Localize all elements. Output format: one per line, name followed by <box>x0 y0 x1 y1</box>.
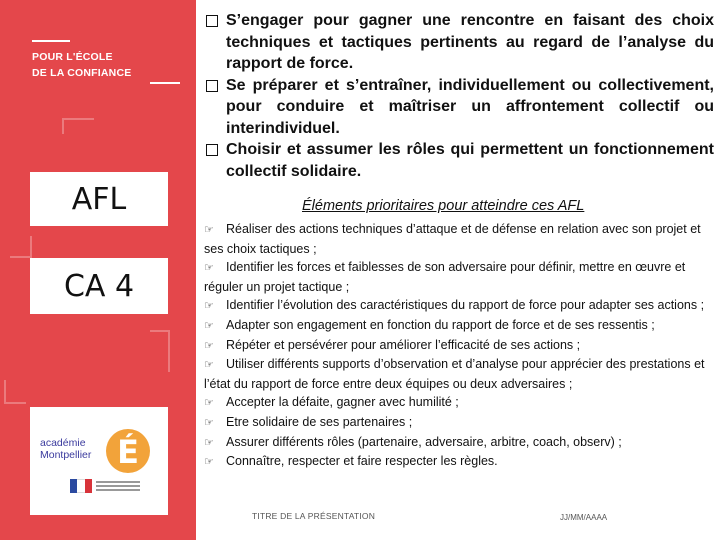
objective-item <box>204 10 714 75</box>
footer-date: JJ/MM/AAAA <box>560 513 608 522</box>
pointing-hand-icon: ☞ <box>204 300 214 313</box>
svg-text:É: É <box>117 433 139 471</box>
checkbox-icon <box>206 15 218 27</box>
element-item <box>204 355 712 393</box>
brand-line-bottom <box>150 82 180 84</box>
ca-label: CA 4 <box>63 268 135 304</box>
decor-bracket <box>4 380 26 404</box>
element-text: Accepter la défaite, gagner avec humilité ; <box>226 395 459 410</box>
element-text: Etre solidaire de ses partenaires ; <box>226 414 413 429</box>
decor-bracket <box>150 330 170 372</box>
objective-text: Choisir et assumer les rôles qui permettent un fonctionnement collectif solidaire. <box>226 141 714 180</box>
afl-label: AFL <box>71 181 127 217</box>
logo-line-1: académie <box>40 437 86 449</box>
element-item <box>204 220 712 258</box>
decor-bracket <box>62 118 94 134</box>
brand-text <box>32 49 131 81</box>
objective-text: S’engager pour gagner une rencontre en faisant des choix techniques et tactiques pertinents au regard de l’analyse du rapport de force. <box>226 12 714 72</box>
french-flag-icon <box>70 479 92 493</box>
section-subtitle: Éléments prioritaires pour atteindre ces AFL <box>302 198 585 214</box>
pointing-hand-icon: ☞ <box>204 456 214 469</box>
checkbox-icon <box>206 80 218 92</box>
elements-list <box>204 220 712 472</box>
afl-label-box <box>30 172 168 226</box>
element-text: Identifier les forces et faiblesses de son adversaire pour définir, mettre en œuvre et réguler un projet tactique ; <box>204 260 686 294</box>
pointing-hand-icon: ☞ <box>204 339 214 352</box>
element-item <box>204 316 712 336</box>
element-text: Réaliser des actions techniques d’attaque et de défense en relation avec son projet et ses choix tactiques ; <box>204 222 701 256</box>
element-item <box>204 336 712 356</box>
objective-text: Se préparer et s’entraîner, individuellement ou collectivement, pour conduire et maîtriser un affrontement collectif ou interindividuel. <box>226 76 714 137</box>
pointing-hand-icon: ☞ <box>204 436 214 449</box>
element-item <box>204 393 712 413</box>
logo-line-2: Montpellier <box>40 449 92 461</box>
pointing-hand-icon: ☞ <box>204 416 214 429</box>
pointing-hand-icon: ☞ <box>204 359 214 372</box>
objectives-list <box>204 10 714 182</box>
element-text: Connaître, respecter et faire respecter les règles. <box>226 454 498 469</box>
element-item <box>204 413 712 433</box>
pointing-hand-icon: ☞ <box>204 319 214 332</box>
ca-label-box <box>30 258 168 314</box>
element-text: Utiliser différents supports d’observation et d’analyse pour apprécier des prestations et l’état du rapport de force entre deux équipes ou deux adversaires ; <box>204 357 705 391</box>
objective-item <box>204 75 714 140</box>
logo-text <box>40 437 91 461</box>
brand-line-2: DE LA CONFIANCE <box>32 67 132 79</box>
checkbox-icon <box>206 144 218 156</box>
academie-e-icon <box>102 421 150 477</box>
element-item <box>204 433 712 453</box>
element-text: Assurer différents rôles (partenaire, adversaire, arbitre, coach, observ) ; <box>226 434 622 449</box>
pointing-hand-icon: ☞ <box>204 262 214 275</box>
footer-title: TITRE DE LA PRÉSENTATION <box>252 511 376 521</box>
element-text: Adapter son engagement en fonction du rapport de force et de ses ressentis ; <box>226 317 655 332</box>
pointing-hand-icon: ☞ <box>204 397 214 410</box>
ministry-text-icon <box>96 481 140 491</box>
left-panel <box>0 0 196 540</box>
element-item <box>204 258 712 296</box>
brand-line-top <box>32 40 70 42</box>
pointing-hand-icon: ☞ <box>204 224 214 236</box>
decor-bracket <box>10 236 32 258</box>
element-item <box>204 296 712 316</box>
element-text: Répéter et persévérer pour améliorer l’efficacité de ses actions ; <box>226 337 581 352</box>
element-item <box>204 452 712 472</box>
academie-logo <box>30 407 168 515</box>
element-text: Identifier l’évolution des caractéristiques du rapport de force pour adapter ses actions ; <box>226 298 705 313</box>
brand-line-1: POUR L'ÉCOLE <box>32 51 113 63</box>
objective-item <box>204 139 714 182</box>
